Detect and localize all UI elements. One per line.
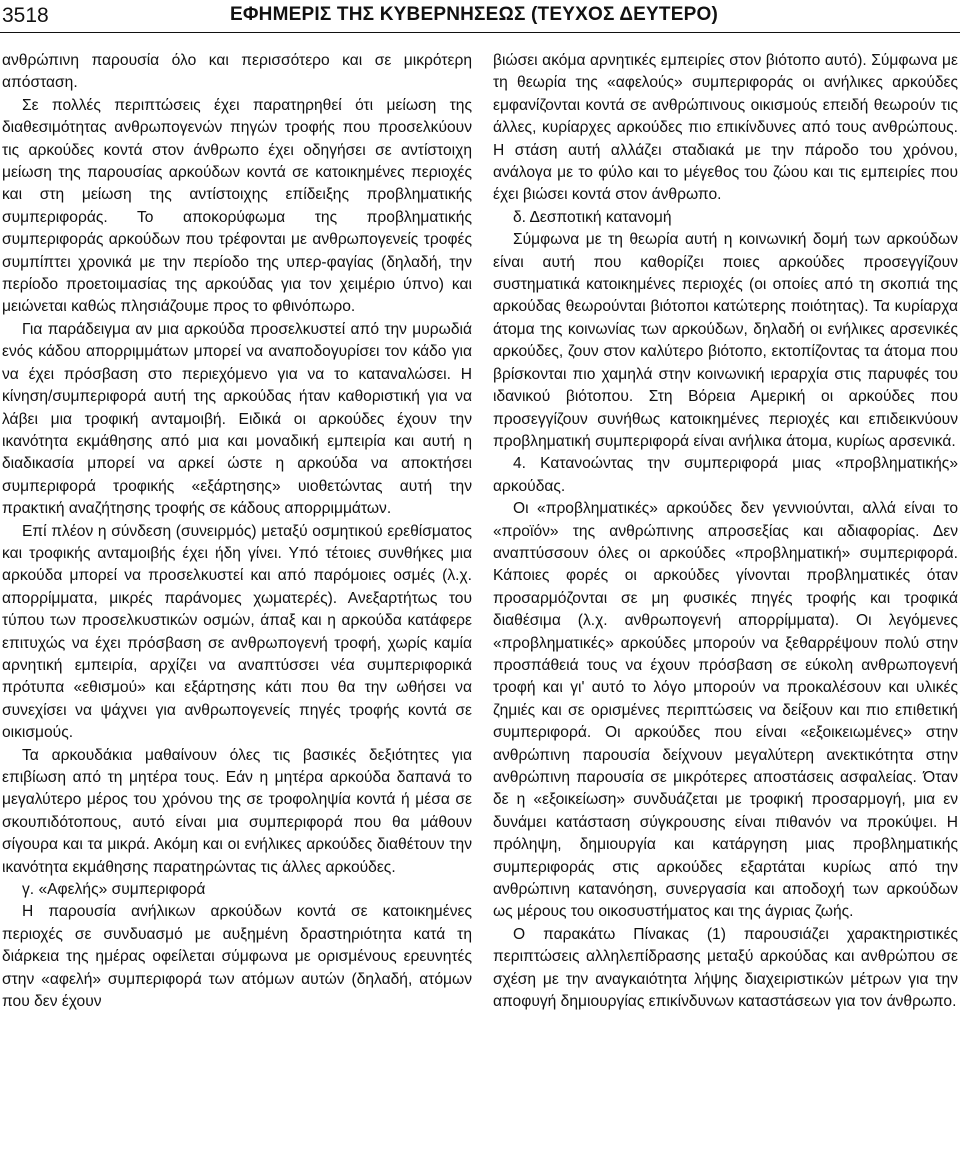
- header-rule: [0, 32, 960, 33]
- section-heading: 4. Κατανοώντας την συμπεριφορά μιας «προβληματικής» αρκούδας.: [493, 455, 958, 495]
- page-number: 3518: [2, 4, 49, 27]
- section-heading: δ. Δεσποτική κατανομή: [513, 208, 672, 226]
- paragraph: Σε πολλές περιπτώσεις έχει παρατηρηθεί ότι μείωση της διαθεσιμότητας ανθρωπογενών πηγών τροφής που προσελκύουν τις αρκούδες κοντά στον άνθρωπο έχει οδηγήσει σε αντίστοιχη μείωση της παρουσίας αρκούδων κοντά σε κατοικημένες περιοχές και στη μείωση της αντίστοιχης επίδειξης προβληματικής συμπεριφοράς. Το αποκορύφωμα της προβληματικής συμπεριφοράς αρκούδων που τρέφονται με ανθρωπογενείς τροφές συμπίπτει χρονικά με την περίοδο της υπερ-φαγίας (δηλαδή, την περίοδο προετοιμασίας της αρκούδας για τον χειμέριο ύπνο) και μειώνεται καθώς πλησιάζουμε προς το φθινόπωρο.: [2, 96, 472, 316]
- paragraph: Σύμφωνα με τη θεωρία αυτή η κοινωνική δομή των αρκούδων είναι αυτή που καθορίζει ποιες αρκούδες προσεγγίζουν συστηματικά κατοικημένες περιοχές (οι οποίες από τη σκοπιά της αρκούδας θεωρούνται βιότοποι κατώτερης ποιότητας). Τα κυρίαρχα άτομα της κοινωνίας των αρκούδων, δηλαδή οι ενήλικες αρσενικές αρκούδες, ζουν στον καλύτερο βιότοπο, εκτοπίζοντας τα άτομα που βρίσκονται πιο χαμηλά στην κοινωνική ιεραρχία στις παρυφές του ιδανικού βιότοπου. Στη Βόρεια Αμερική οι αρκούδες που προσεγγίζουν συνήθως κατοικημένες περιοχές και επιδεικνύουν προβληματική συμπεριφορά είναι ανήλικα άτομα, κυρίως αρσενικά.: [493, 231, 958, 450]
- paragraph: Τα αρκουδάκια μαθαίνουν όλες τις βασικές δεξιότητες για επιβίωση από τη μητέρα τους. Εάν η μητέρα αρκούδα δαπανά το μεγαλύτερο μέρος του χρόνου της σε τροφοληψία κοντά ή μέσα σε σκουπιδότοπους, αυτό είναι μια συμπεριφορά που θα μάθουν σίγουρα και τα μικρά. Ακόμη και οι ενήλικες αρκούδες διαθέτουν την ικανότητα εκμάθησης παρατηρώντας τις άλλες αρκούδες.: [2, 746, 472, 876]
- section-heading: γ. «Αφελής» συμπεριφορά: [22, 881, 206, 899]
- left-column: [2, 50, 472, 1013]
- paragraph: βιώσει ακόμα αρνητικές εμπειρίες στον βιότοπο αυτό). Σύμφωνα με τη θεωρία της «αφελούς» συμπεριφοράς οι ανήλικες αρκούδες εμφανίζονται κοντά σε ανθρώπινους οικισμούς επειδή θεωρούν τις άλλες, κυρίαρχες αρκούδες πιο επικίνδυνες από τους ανθρώπους. Η στάση αυτή αλλάζει σταδιακά με την πάροδο του χρόνου, ανάλογα με το φύλο και το μέγεθος του ζώου και τις εμπειρίες που έχει βιώσει κοντά στον άνθρωπο.: [493, 52, 958, 204]
- gazette-title: ΕΦΗΜΕΡΙΣ ΤΗΣ ΚΥΒΕΡΝΗΣΕΩΣ (ΤΕΥΧΟΣ ΔΕΥΤΕΡΟ): [230, 4, 718, 25]
- paragraph: Επί πλέον η σύνδεση (συνειρμός) μεταξύ οσμητικού ερεθίσματος και τροφικής ανταμοιβής έχει ήδη γίνει. Υπό τέτοιες συνθήκες μια αρκούδα μπορεί να προσελκυστεί και από παρόμοιες οσμές (λ.χ. απορρίμματα, μικρές παράνομες χωματερές). Ανεξαρτήτως του τύπου των προσελκυστικών οσμών, άπαξ και η αρκούδα κατάφερε επιτυχώς να έχει πρόσβαση σε ανθρωπογενή τροφή, χωρίς καμία αρνητική εμπειρία, αρχίζει να αναπτύσσει νέα συμπεριφορικά πρότυπα «εθισμού» και εξάρτησης κάτι που θα την ωθήσει να συνεχίσει να ψάχνει για ανθρωπογενείς πηγές τροφής κοντά σε οικισμούς.: [2, 522, 472, 742]
- page-header: [0, 0, 960, 38]
- paragraph: Για παράδειγμα αν μια αρκούδα προσελκυστεί από την μυρωδιά ενός κάδου απορριμμάτων μπορεί να αναποδογυρίσει τον κάδο για να έχει πρόσβαση στο περιεχόμενο για να το καταναλώσει. Η κίνηση/συμπεριφορά αυτή της αρκούδας ήταν καθοριστική για να λάβει μια τροφική ανταμοιβή. Ειδικά οι αρκούδες έχουν την ικανότητα εκμάθησης από μια και μοναδική εμπειρία και αυτή η διαδικασία μπορεί να αρκεί ώστε η αρκούδα να αποκτήσει συμπεριφορά τροφικής «εξάρτησης» υιοθετώντας αυτή την πρακτική αναζήτησης τροφής σε κάδους απορριμμάτων.: [2, 320, 472, 518]
- right-column: [493, 50, 958, 1013]
- paragraph: Η παρουσία ανήλικων αρκούδων κοντά σε κατοικημένες περιοχές σε συνδυασμό με αυξημένη δραστηριότητα κατά τη διάρκεια της ημέρας οφείλεται σύμφωνα με ορισμένους ερευνητές στην «αφελή» συμπεριφορά των ατόμων αυτών (δηλαδή, ατόμων που δεν έχουν: [2, 903, 472, 1011]
- paragraph: Ο παρακάτω Πίνακας (1) παρουσιάζει χαρακτηριστικές περιπτώσεις αλληλεπίδρασης μεταξύ αρκούδας και ανθρώπου σε σχέση με την αναγκαιότητα λήψης διαχειριστικών μέτρων για την αποφυγή δημιουργίας επικίνδυνων καταστάσεων για τον άνθρωπο.: [493, 925, 958, 1011]
- paragraph: Οι «προβληματικές» αρκούδες δεν γεννιούνται, αλλά είναι το «προϊόν» της ανθρώπινης απροσεξίας και αδιαφορίας. Δεν αναπτύσσουν όλες οι αρκούδες «προβληματική» συμπεριφορά. Κάποιες φορές οι αρκούδες γίνονται προβληματικές όταν προσαρμόζονται σε μη φυσικές πηγές τροφής και τροφικά διαθέσιμα (λ.χ. ανθρωπογενή απορρίμματα). Οι λεγόμενες «προβληματικές» αρκούδες μπορούν να ξεθαρρέψουν πολύ στην προσπάθειά τους να έχουν πρόσβαση σε εύκολη ανθρωπογενή τροφή και γι' αυτό το λόγο μπορούν να προκαλέσουν και υλικές ζημιές και σε ορισμένες περιπτώσεις να δείξουν και πιο επιθετική συμπεριφορά. Οι αρκούδες που είναι «εξοικειωμένες» στην ανθρώπινη παρουσία δείχνουν μεγαλύτερη ανεκτικότητα στην ανθρώπινη παρουσία σε μικρότερες αποστάσεις ασφαλείας. Όταν δε η «εξοικείωση» συνδυάζεται με τροφική προσαρμογή, μια εν δυνάμει κατάσταση σύγκρουσης είναι πιθανόν να προκύψει. Η πρόληψη, δημιουργία και κατάργηση μιας προβληματικής συμπεριφοράς στις αρκούδες εξαρτάται κυρίως από την ανθρώπινη κατανόηση, συνεργασία και αποδοχή των αρκούδων ως μέρους του οικοσυστήματος και της άγριας ζωής.: [493, 500, 958, 921]
- paragraph: ανθρώπινη παρουσία όλο και περισσότερο και σε μικρότερη απόσταση.: [2, 52, 472, 92]
